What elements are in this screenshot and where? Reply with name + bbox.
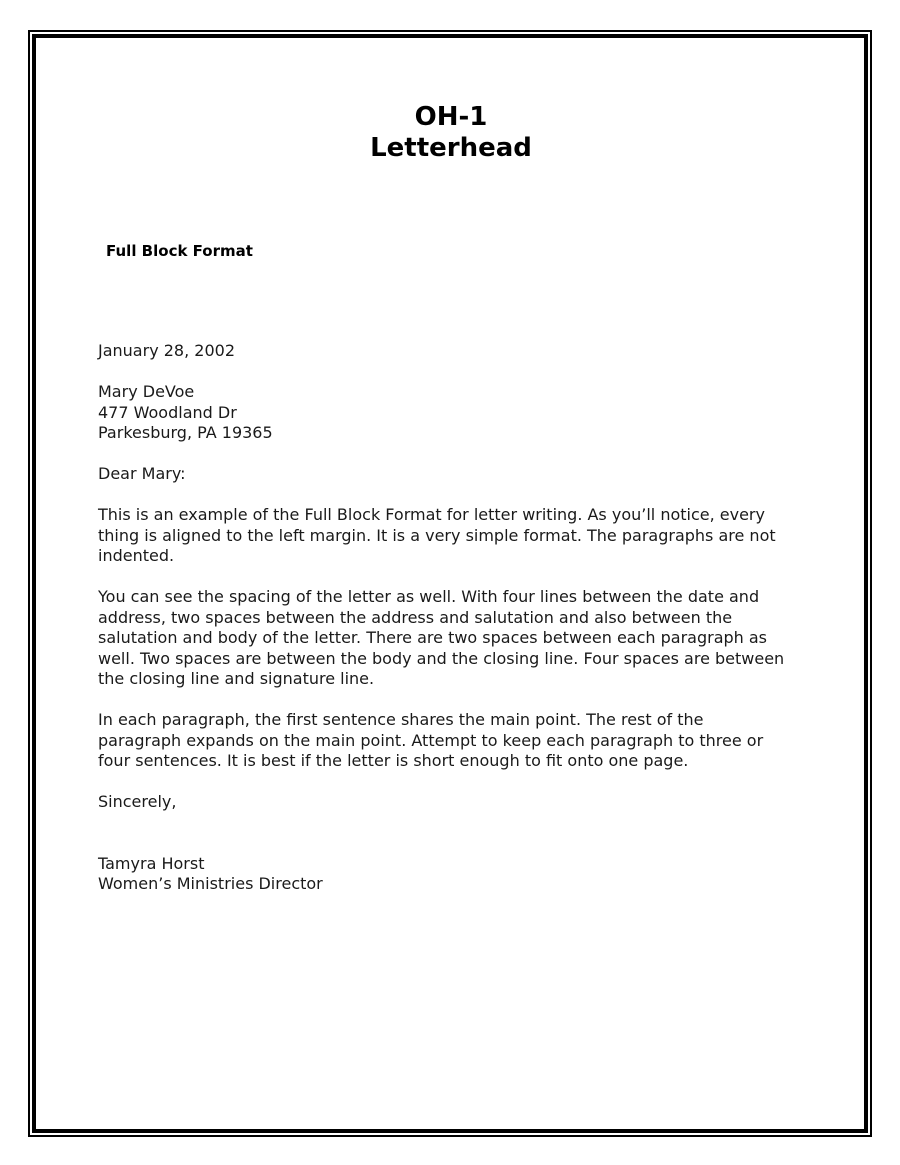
- salutation: Dear Mary:: [98, 464, 186, 483]
- page-title: [98, 102, 804, 164]
- recipient-street: 477 Woodland Dr: [98, 402, 237, 422]
- page-border-inner: [32, 34, 868, 1133]
- signature-title: Women’s Ministries Director: [98, 874, 323, 893]
- letter-body: [98, 341, 790, 895]
- body-paragraph-1: This is an example of the Full Block Format for letter writing. As you’ll notice, every thing is aligned to the left margin. It is a very simple format. The paragraphs are not indented.: [98, 505, 776, 565]
- page-content: [36, 38, 864, 895]
- page-title-line1: OH-1: [414, 102, 488, 132]
- recipient-address: [98, 382, 790, 444]
- section-heading: Full Block Format: [106, 242, 253, 260]
- body-paragraph-3: In each paragraph, the first sentence shares the main point. The rest of the paragraph expands on the main point. Attempt to keep each paragraph to three or four sentences. It is best if the letter is short enough to fit onto one page.: [98, 710, 764, 770]
- recipient-name: Mary DeVoe: [98, 382, 195, 401]
- date-line: January 28, 2002: [98, 341, 235, 360]
- page-border-frame: [28, 30, 872, 1137]
- closing-line: Sincerely,: [98, 792, 177, 811]
- signature-block: [98, 854, 790, 895]
- recipient-city: Parkesburg, PA 19365: [98, 423, 273, 442]
- page-title-line2: Letterhead: [370, 133, 532, 163]
- signature-name: Tamyra Horst: [98, 853, 205, 873]
- body-paragraph-2: You can see the spacing of the letter as well. With four lines between the date and address, two spaces between the address and salutation and also between the salutation and body of the letter. There are two spaces between each paragraph as well. Two spaces are between the body and the closing line. Four spaces are between the closing line and signature line.: [98, 587, 785, 688]
